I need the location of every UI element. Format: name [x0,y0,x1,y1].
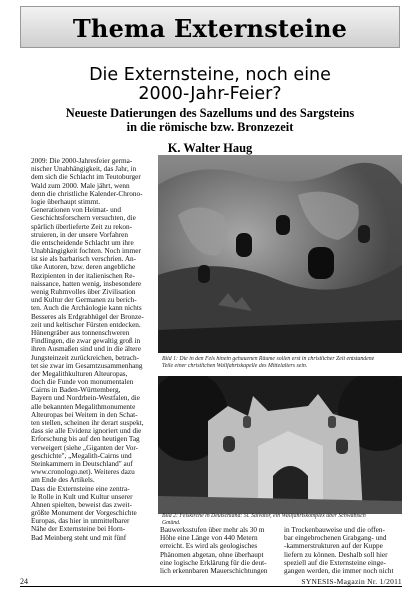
text-line: Bayern und Nordrhein-Westfalen, die [31,394,140,403]
text-line: wenig Ruhmvolles über Zivilisation [31,288,136,296]
text-line: ten stellen, scheinen ihr derart suspekt, [31,419,144,427]
text-line: Unabhängigkeit fochten. Noch immer [31,247,141,256]
journal-name: SYNESIS-Magazin Nr. 1/2011 [301,577,402,586]
text-line: Bad Meinberg steht und mit fünf [31,533,127,542]
text-line: nischer Unabhängigkeit, das Jahr, in [31,165,137,174]
middle-text-column [160,526,280,575]
text-line: Gmünd. [162,520,181,526]
text-line: Wald zum 2000. Male jährt, wenn [31,181,130,190]
text-line: logie überhaupt stimmt. [31,197,101,206]
text-line: dass sie alle Evidenz ignoriert und die [31,427,142,436]
text-line: www.cronologo.net). Weiteres dazu [31,468,135,477]
right-text-column [284,526,402,575]
photo-rock-chambers [158,155,402,353]
text-line: in Trockenbauweise und die offen- [284,526,385,534]
text-line: le Rolle in Kult und Kultur unserer [31,492,133,501]
text-line: ihren Ausmaßen sind und in die ältere [31,345,141,354]
text-line: Generationen von Heimat- und [31,206,121,215]
text-line: erreicht. Es wird als geologisches [160,542,258,551]
text-line: speziell auf die Externsteine einge- [284,558,386,567]
text-line: Erforschung bis auf den heutigen Tag [31,435,140,444]
article-title-line-2: 2000-Jahr-Feier? [138,84,282,104]
text-line: Teile einer christlichen Wallfahrtskapelle des Mittelalters sein. [162,363,308,369]
text-line: gangen werden, die immer noch nicht [284,566,394,575]
text-line: spärlich überlieferte Zeit zu rekon- [31,222,133,231]
text-line: Steinkammern in Deutschland" auf [31,459,133,468]
article-title-line-1: Die Externsteine, noch eine [89,65,331,85]
text-line: Bauwerksstufen über mehr als 30 m [160,526,265,534]
text-line: -kammerstrukturen auf der Kuppe [284,542,383,551]
section-header [20,6,400,48]
text-line: denn die christliche Kalender-Chrono- [31,189,143,198]
text-line: Nähe der Externsteine bei Horn- [31,525,126,534]
author-name: K. Walter Haug [167,141,253,155]
text-line: Ahnen spielten, beweist das zweit- [31,500,132,509]
article-subtitle-line-1: Neueste Datierungen des Sazellums und des Sargsteins [65,106,355,120]
text-line: Besseres als Erdgrabhügel der Bronze- [31,312,144,321]
text-line: doch die Funde von monumentalen [31,378,134,387]
text-line: Phänomen abgetan, ohne überhaupt [160,550,264,559]
text-line: Höhe eine Länge von 440 Metern [160,534,258,543]
text-line: und Kultur der Germanen zu berich- [31,296,137,305]
text-line: Cairns in Baden-Württemberg, [31,386,121,395]
text-line: ten. Auch die Archäologie kann nichts [31,304,142,313]
page-number: 24 [20,577,28,586]
section-title: Thema Externsteine [72,14,348,43]
text-line: Hünengräber aus tonnenschweren [31,328,130,337]
figure-2-caption [162,513,400,527]
text-line: zeit und keltischer Fürsten entdecken. [31,320,141,329]
text-line: Geschichtsforschern versuchten, die [31,214,136,223]
text-line: der Megalithkulturen Alteuropas, [31,369,128,378]
text-line: die entscheidende Schlacht um ihre [31,238,134,247]
text-line: alle bekannten Megalithmonumente [31,402,136,411]
text-line: größte Monument der Vorgeschichte [31,509,137,518]
text-line: tet sie zwar im Gesamtzusammenhang [31,361,143,370]
left-text-column [31,157,151,542]
photo-rock-church [158,376,402,514]
text-line: struieren, in der unsere Vorfahren [31,230,128,239]
text-line: geschichte", „Megalith-Cairns und [31,451,132,460]
article-subtitle-line-2: in die römische bzw. Bronzezeit [126,120,294,134]
text-line: 2009: Die 2000-Jahresfeier germa- [31,157,133,165]
text-line: dem sich die Schlacht im Teutoburger [31,173,141,182]
text-line: Alteuropas bei Weitem in den Schat- [31,410,138,419]
text-line: bar eingebrochenen Grabgang- und [284,534,387,543]
text-line: Rezipienten in der italienischen Re- [31,271,135,280]
text-line: am Ende des Artikels. [31,476,95,485]
text-line: verweigert (siehe „Giganten der Vor- [31,443,139,452]
text-line: lich erkennbaren Mauerschichtungen [160,566,268,575]
text-line: Europas, das hier in unmittelbarer [31,517,130,526]
figure-1-caption [162,356,400,370]
text-line: Jungsteinzeit zurückreichen, betrach- [31,353,140,362]
text-line: Dass die Externsteine eine zentra- [31,484,130,493]
text-line: ist sie als barbarisch verschrien. An- [31,255,137,264]
text-line: eine logische Erklärung für die deut- [160,558,267,567]
footer-rule [20,586,402,587]
text-line: tike Autoren, bzw. deren angebliche [31,263,136,272]
text-line: naissance, hatten wenig, insbesondere [31,279,142,288]
text-line: Bild 2: Felskirche in Deutschland: St. Salvator, ein Wallfahrtskomplex über Schwäbisch [162,513,366,519]
text-line: Findlingen, die zwar gewaltig groß in [31,337,141,346]
text-line: liefern zu können. Deshalb soll hier [284,550,388,559]
text-line: Bild 1: Die in den Fels hinein gehauenen Räume sollen erst in christlicher Zeit entstandene [162,356,375,362]
